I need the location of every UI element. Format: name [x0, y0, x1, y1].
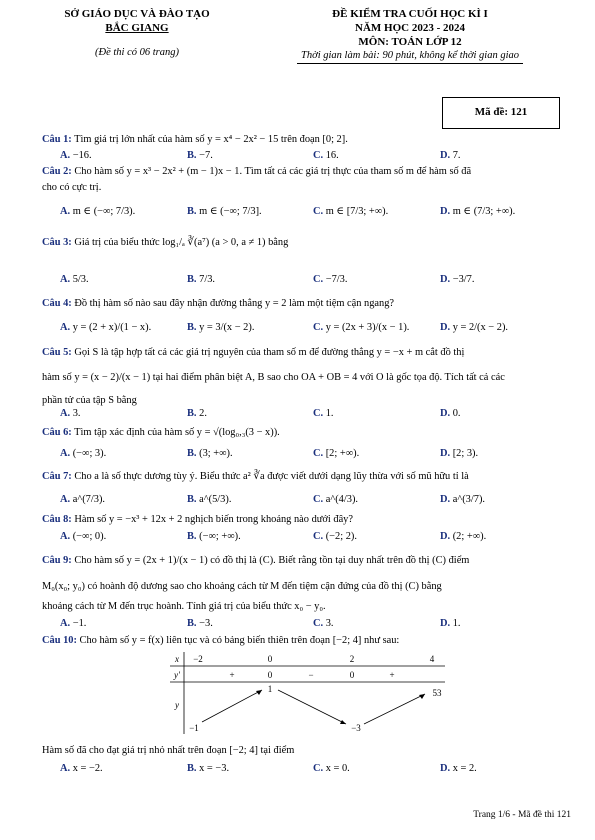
q4-option-a[interactable]: A. y = (2 + x)/(1 − x).	[60, 322, 152, 333]
q5-option-d[interactable]: D. 0.	[440, 408, 461, 419]
q2-option-a[interactable]: A. m ∈ (−∞; 7/3).	[60, 206, 136, 217]
yprime-label: y'	[174, 670, 180, 680]
q8-option-b[interactable]: B. (−∞; +∞).	[187, 531, 241, 542]
question-9: Câu 9: Cho hàm số y = (2x + 1)/(x − 1) có đồ thị là (C). Biết rằng tồn tại duy nhất trên đồ thị (C) điểm	[42, 555, 470, 566]
q1-option-a[interactable]: A. −16.	[60, 150, 92, 161]
exam-code: Mã đề: 121	[474, 106, 528, 119]
time-note: Thời gian làm bài: 90 phút, không kể thời gian giao	[297, 49, 523, 64]
q3-option-b[interactable]: B. 7/3.	[187, 274, 216, 285]
question-2-line2: cho có cực trị.	[42, 182, 102, 193]
q10-option-a[interactable]: A. x = −2.	[60, 763, 103, 774]
yprime-sign: +	[229, 670, 235, 680]
q8-option-a[interactable]: A. (−∞; 0).	[60, 531, 107, 542]
decreasing-arrow	[278, 690, 346, 724]
question-1	[42, 133, 572, 146]
q9-option-c[interactable]: C. 3.	[313, 618, 334, 629]
q9-option-a[interactable]: A. −1.	[60, 618, 87, 629]
x-value: 2	[349, 654, 355, 664]
department-name: SỞ GIÁO DỤC VÀ ĐÀO TẠO	[64, 8, 210, 20]
yprime-sign: 0	[349, 670, 355, 680]
x-label: x	[175, 654, 179, 664]
question-text: Tìm giá trị lớn nhất của hàm số y = x⁴ − 2x² − 15 trên đoạn [0; 2].	[74, 134, 348, 145]
increasing-arrow	[202, 690, 262, 722]
q10-option-d[interactable]: D. x = 2.	[440, 763, 477, 774]
q6-option-c[interactable]: C. [2; +∞).	[313, 448, 360, 459]
x-value: −2	[193, 654, 203, 664]
q7-option-c[interactable]: C. a^(4/3).	[313, 494, 359, 505]
y-value: −3	[351, 723, 361, 733]
y-value: 53	[432, 688, 442, 698]
q9-option-d[interactable]: D. 1.	[440, 618, 461, 629]
q6-option-d[interactable]: D. [2; 3).	[440, 448, 479, 459]
q3-option-a[interactable]: A. 5/3.	[60, 274, 89, 285]
exam-title: ĐỀ KIỂM TRA CUỐI HỌC KÌ I	[332, 8, 488, 20]
q6-option-b[interactable]: B. (3; +∞).	[187, 448, 233, 459]
question-5-line3: phần tử của tập S bằng	[42, 395, 137, 406]
question-10-line2: Hàm số đã cho đạt giá trị nhỏ nhất trên đoạn [−2; 4] tại điểm	[42, 745, 295, 756]
q5-option-b[interactable]: B. 2.	[187, 408, 207, 419]
y-label: y	[175, 700, 179, 710]
question-9-line2: M₀(x₀; y₀) có hoành độ dương sao cho khoảng cách từ M đến tiệm cận đứng của đồ thị (C) bằng	[42, 581, 442, 592]
y-value: 1	[267, 684, 273, 694]
arrowhead	[340, 720, 346, 724]
province-name: BẮC GIANG	[105, 21, 169, 34]
question-8: Câu 8: Hàm số y = −x³ + 12x + 2 nghịch biến trong khoảng nào dưới đây?	[42, 514, 353, 525]
q3-option-d[interactable]: D. −3/7.	[440, 274, 475, 285]
subject: MÔN: TOÁN LỚP 12	[358, 35, 462, 48]
q3-option-c[interactable]: C. −7/3.	[313, 274, 348, 285]
question-5: Câu 5: Gọi S là tập hợp tất cả các giá trị nguyên của tham số m để đường thẳng y = −x + m cắt đồ thị	[42, 347, 465, 358]
q7-option-a[interactable]: A. a^(7/3).	[60, 494, 106, 505]
increasing-arrow	[364, 694, 425, 724]
q8-option-c[interactable]: C. (−2; 2).	[313, 531, 357, 542]
page-footer: Trang 1/6 - Mã đề thi 121	[473, 810, 571, 820]
school-year: NĂM HỌC 2023 - 2024	[355, 21, 465, 34]
y-value: −1	[189, 723, 199, 733]
q2-option-d[interactable]: D. m ∈ (7/3; +∞).	[440, 206, 516, 217]
q5-option-a[interactable]: A. 3.	[60, 408, 81, 419]
q4-option-b[interactable]: B. y = 3/(x − 2).	[187, 322, 255, 333]
question-9-line3: khoảng cách từ M đến trục hoành. Tính giá trị của biểu thức x₀ − y₀.	[42, 601, 326, 612]
question-5-line2: hàm số y = (x − 2)/(x − 1) tại hai điểm phân biệt A, B sao cho OA + OB = 4 với O là gốc tọa độ. Tích tất cả các	[42, 372, 505, 383]
q6-option-a[interactable]: A. (−∞; 3).	[60, 448, 107, 459]
header-right	[250, 8, 570, 64]
question-3: Câu 3: Giá trị của biểu thức log₁/ₐ ∛(a⁷) (a > 0, a ≠ 1) bằng	[42, 237, 289, 248]
yprime-sign: +	[389, 670, 395, 680]
q5-option-c[interactable]: C. 1.	[313, 408, 334, 419]
q10-option-c[interactable]: C. x = 0.	[313, 763, 350, 774]
pages-note: (Đề thi có 06 trang)	[95, 46, 179, 58]
x-value: 0	[267, 654, 273, 664]
q2-option-c[interactable]: C. m ∈ [7/3; +∞).	[313, 206, 389, 217]
yprime-sign: −	[308, 670, 314, 680]
q10-option-b[interactable]: B. x = −3.	[187, 763, 230, 774]
q4-option-c[interactable]: C. y = (2x + 3)/(x − 1).	[313, 322, 410, 333]
q7-option-b[interactable]: B. a^(5/3).	[187, 494, 232, 505]
variation-table	[170, 652, 445, 734]
exam-code-box	[442, 97, 560, 129]
x-value: 4	[429, 654, 435, 664]
q9-option-b[interactable]: B. −3.	[187, 618, 213, 629]
question-7: Câu 7: Cho a là số thực dương tùy ý. Biểu thức a² ∛a được viết dưới dạng lũy thừa với số mũ hữu tỉ là	[42, 471, 469, 482]
question-2: Câu 2: Cho hàm số y = x³ − 2x² + (m − 1)x − 1. Tìm tất cả các giá trị thực của tham số m để hàm số đã	[42, 166, 472, 177]
q1-option-c[interactable]: C. 16.	[313, 150, 339, 161]
question-4: Câu 4: Đồ thị hàm số nào sau đây nhận đường thẳng y = 2 làm một tiệm cận ngang?	[42, 298, 395, 309]
q7-option-d[interactable]: D. a^(3/7).	[440, 494, 486, 505]
header-left	[42, 8, 232, 59]
q4-option-d[interactable]: D. y = 2/(x − 2).	[440, 322, 509, 333]
q1-option-d[interactable]: D. 7.	[440, 150, 461, 161]
question-6: Câu 6: Tìm tập xác định của hàm số y = √(log₀,₃(3 − x)).	[42, 427, 280, 438]
q8-option-d[interactable]: D. (2; +∞).	[440, 531, 487, 542]
q1-option-b[interactable]: B. −7.	[187, 150, 213, 161]
q2-option-b[interactable]: B. m ∈ (−∞; 7/3].	[187, 206, 262, 217]
question-label: Câu 1:	[42, 134, 72, 145]
question-10: Câu 10: Cho hàm số y = f(x) liên tục và có bảng biến thiên trên đoạn [−2; 4] như sau:	[42, 635, 400, 646]
yprime-sign: 0	[267, 670, 273, 680]
